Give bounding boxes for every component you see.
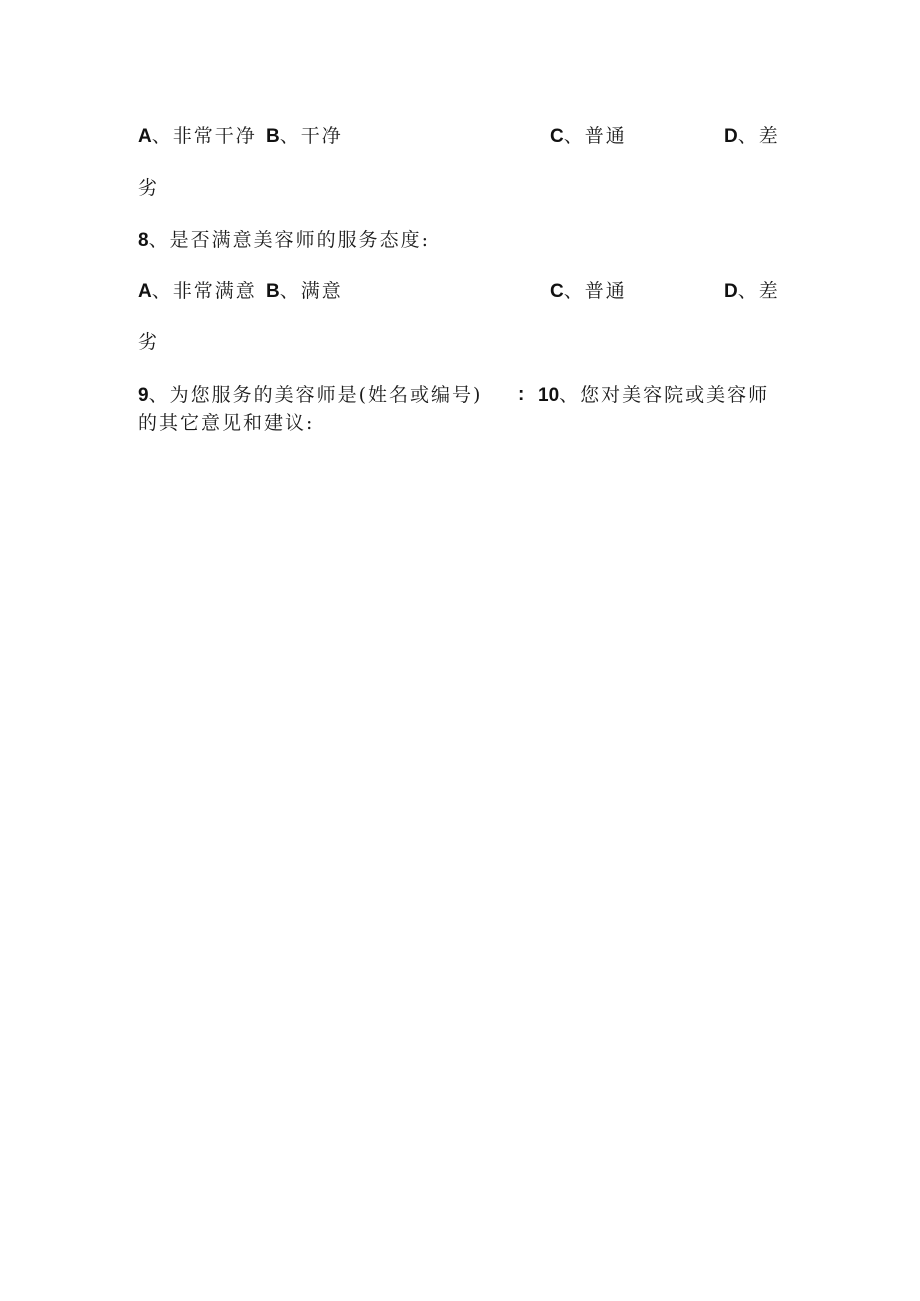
q8-option-d: D、差 (724, 280, 780, 302)
q8-option-a: A、非常满意 (138, 280, 257, 302)
q9-colon: : (518, 384, 525, 405)
q7-option-b: B、干净 (266, 125, 343, 147)
q9-question: 9、为您服务的美容师是(姓名或编号) (138, 384, 483, 406)
q8-question: 8、是否满意美容师的服务态度: (138, 229, 430, 251)
q10-question: 10、您对美容院或美容师 (538, 384, 770, 406)
q8-option-d-wrap: 劣 (138, 331, 160, 353)
q7-option-d: D、差 (724, 125, 780, 147)
q8-option-c: C、普通 (550, 280, 627, 302)
q7-option-d-wrap: 劣 (138, 177, 160, 199)
q8-option-b: B、满意 (266, 280, 343, 302)
q7-option-c: C、普通 (550, 125, 627, 147)
q7-option-a: A、非常干净 (138, 125, 257, 147)
q10-question-continued: 的其它意见和建议: (138, 412, 315, 434)
